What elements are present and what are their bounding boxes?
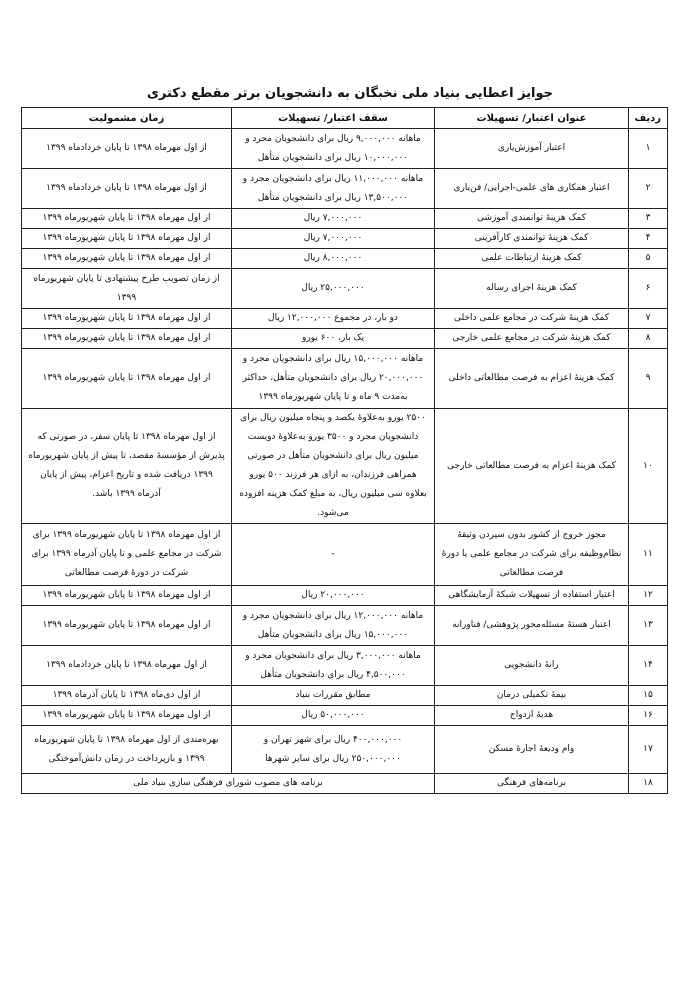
- row-title: اعتبار آموزش‌یاری: [435, 129, 629, 169]
- row-time: از اول مهرماه ۱۳۹۸ تا پایان شهریورماه ۱۳۹۹: [22, 209, 232, 229]
- row-cap: دو بار، در مجموع ۱۲,۰۰۰,۰۰۰ ریال: [232, 309, 435, 329]
- table-row: [22, 409, 668, 524]
- row-num: ۱۵: [629, 686, 668, 706]
- row-cap: ۴۰۰,۰۰۰,۰۰۰ ریال برای شهر تهران و ۲۵۰,۰۰۰,۰۰۰ ریال برای سایر شهرها: [232, 726, 435, 774]
- table-row: [22, 269, 668, 309]
- table-row: [22, 129, 668, 169]
- table-row: [22, 774, 668, 794]
- row-time: از اول مهرماه ۱۳۹۸ تا پایان سفر، در صورتی که پذیرش از مؤسسۀ مقصد، تا پیش از پایان شهریورماه ۱۳۹۹ دریافت شده و تاریخ اعزام، پیش از پایان آذرماه ۱۳۹۹ باشد.: [22, 409, 232, 524]
- header-cap: سقف اعتبار/ تسهیلات: [232, 108, 435, 129]
- row-time: از اول مهرماه ۱۳۹۸ تا پایان خردادماه ۱۳۹۹: [22, 129, 232, 169]
- row-cap: ماهانه ۳,۰۰۰,۰۰۰ ریال برای دانشجویان مجرد و ۴,۵۰۰,۰۰۰ ریال برای دانشجویان متأهل: [232, 646, 435, 686]
- table-row: [22, 686, 668, 706]
- row-cap: یک بار، ۶۰۰ یورو: [232, 329, 435, 349]
- table-row: [22, 349, 668, 409]
- row-num: ۱۴: [629, 646, 668, 686]
- table-row: [22, 209, 668, 229]
- row-title: اعتبار استفاده از تسهیلات شبکۀ آزمایشگاهی: [435, 586, 629, 606]
- row-num: ۵: [629, 249, 668, 269]
- row-cap: ماهانه ۱۵,۰۰۰,۰۰۰ ریال برای دانشجویان مجرد و ۲۰,۰۰۰,۰۰۰ ریال برای دانشجویان متأهل، حداکثر به‌مدت ۹ ماه و تا پایان شهریورماه ۱۳۹۹: [232, 349, 435, 409]
- row-num: ۹: [629, 349, 668, 409]
- header-num: ردیف: [629, 108, 668, 129]
- row-time: بهره‌مندی از اول مهرماه ۱۳۹۸ تا پایان شهریورماه ۱۳۹۹ و بازپرداخت در زمان دانش‌آموختگی: [22, 726, 232, 774]
- row-merged-cell: برنامه های مصوب شورای فرهنگی سازی بنیاد ملی: [22, 774, 435, 794]
- row-num: ۷: [629, 309, 668, 329]
- row-num: ۳: [629, 209, 668, 229]
- table-row: [22, 329, 668, 349]
- row-num: ۱۸: [629, 774, 668, 794]
- row-cap: ماهانه ۱۲,۰۰۰,۰۰۰ ریال برای دانشجویان مجرد و ۱۵,۰۰۰,۰۰۰ ریال برای دانشجویان متأهل: [232, 606, 435, 646]
- row-cap: ۲۵,۰۰۰,۰۰۰ ریال: [232, 269, 435, 309]
- row-time: از اول مهرماه ۱۳۹۸ تا پایان شهریورماه ۱۳۹۹ برای شرکت در مجامع علمی و تا پایان آذرماه ۱۳۹۹ برای شرکت در دورۀ فرصت مطالعاتی: [22, 524, 232, 586]
- row-time: از اول مهرماه ۱۳۹۸ تا پایان خردادماه ۱۳۹۹: [22, 646, 232, 686]
- row-title: رانۀ دانشجویی: [435, 646, 629, 686]
- row-time: از اول مهرماه ۱۳۹۸ تا پایان شهریورماه ۱۳۹۹: [22, 329, 232, 349]
- header-time: زمان مشمولیت: [22, 108, 232, 129]
- row-cap: ۲۵۰۰ یورو به‌علاوۀ یکصد و پنجاه میلیون ریال برای دانشجویان مجرد و ۳۵۰۰ یورو به‌علاوۀ دویست میلیون ریال برای دانشجویان متأهل در صورتی همراهی فرزندان، به ازای هر فرزند ۵۰۰ یورو بعلاوه سی میلیون ریال، به مبلغ کمک هزینه افزوده می‌شود.: [232, 409, 435, 524]
- table-row: [22, 646, 668, 686]
- table-row: [22, 726, 668, 774]
- table-row: [22, 249, 668, 269]
- row-cap: ۲۰,۰۰۰,۰۰۰ ریال: [232, 586, 435, 606]
- row-cap: ماهانه ۱۱,۰۰۰,۰۰۰ ریال برای دانشجویان مجرد و ۱۳,۵۰۰,۰۰۰ ریال برای دانشجویان متأهل: [232, 169, 435, 209]
- row-num: ۶: [629, 269, 668, 309]
- row-num: ۸: [629, 329, 668, 349]
- row-title: بیمۀ تکمیلی درمان: [435, 686, 629, 706]
- row-time: از اول دی‌ماه ۱۳۹۸ تا پایان آذرماه ۱۳۹۹: [22, 686, 232, 706]
- row-cap: ۸,۰۰۰,۰۰۰ ریال: [232, 249, 435, 269]
- row-title: کمک هزینۀ شرکت در مجامع علمی داخلی: [435, 309, 629, 329]
- row-cap: ۷,۰۰۰,۰۰۰ ریال: [232, 229, 435, 249]
- row-time: از اول مهرماه ۱۳۹۸ تا پایان شهریورماه ۱۳۹۹: [22, 249, 232, 269]
- row-title: مجوز خروج از کشور بدون سپردن وثیقۀ نظام‌وظیفه برای شرکت در مجامع علمی یا دورۀ فرصت مطالعاتی: [435, 524, 629, 586]
- row-num: ۱۶: [629, 706, 668, 726]
- row-num: ۱: [629, 129, 668, 169]
- row-num: ۲: [629, 169, 668, 209]
- row-time: از اول مهرماه ۱۳۹۸ تا پایان شهریورماه ۱۳۹۹: [22, 349, 232, 409]
- table-row: [22, 606, 668, 646]
- row-title: وام ودیعۀ اجارۀ مسکن: [435, 726, 629, 774]
- row-num: ۱۰: [629, 409, 668, 524]
- row-time: از اول مهرماه ۱۳۹۸ تا پایان شهریورماه ۱۳۹۹: [22, 606, 232, 646]
- table-row: [22, 706, 668, 726]
- table-row: [22, 309, 668, 329]
- row-num: ۱۱: [629, 524, 668, 586]
- row-num: ۱۳: [629, 606, 668, 646]
- row-time: از اول مهرماه ۱۳۹۸ تا پایان شهریورماه ۱۳۹۹: [22, 309, 232, 329]
- row-time: از اول مهرماه ۱۳۹۸ تا پایان شهریورماه ۱۳۹۹: [22, 586, 232, 606]
- row-time: از اول مهرماه ۱۳۹۸ تا پایان شهریورماه ۱۳۹۹: [22, 706, 232, 726]
- row-title: کمک هزینۀ توانمندی کارآفرینی: [435, 229, 629, 249]
- row-title: کمک هزینۀ اجرای رساله: [435, 269, 629, 309]
- row-title: هدیۀ ازدواج: [435, 706, 629, 726]
- page-title: جوایز اعطایی بنیاد ملی نخبگان به دانشجویان برتر مقطع دکتری: [146, 86, 554, 101]
- row-title: اعتبار هستۀ مسئله‌محور پژوهشی/ فناورانه: [435, 606, 629, 646]
- row-cap: ۵۰,۰۰۰,۰۰۰ ریال: [232, 706, 435, 726]
- row-title: کمک هزینۀ توانمندی آموزشی: [435, 209, 629, 229]
- row-title: کمک هزینۀ ارتباطات علمی: [435, 249, 629, 269]
- row-title: کمک هزینۀ اعزام به فرصت مطالعاتی داخلی: [435, 349, 629, 409]
- row-cap: -: [232, 524, 435, 586]
- row-time: از اول مهرماه ۱۳۹۸ تا پایان شهریورماه ۱۳۹۹: [22, 229, 232, 249]
- header-title: عنوان اعتبار/ تسهیلات: [435, 108, 629, 129]
- grants-table: [21, 107, 668, 794]
- row-title: اعتبار همکاری های علمی-اجرایی/ فن‌یاری: [435, 169, 629, 209]
- table-row: [22, 524, 668, 586]
- table-header-row: [22, 108, 668, 129]
- row-num: ۴: [629, 229, 668, 249]
- table-row: [22, 169, 668, 209]
- table-row: [22, 229, 668, 249]
- table-row: [22, 586, 668, 606]
- row-time: از زمان تصویب طرح پیشنهادی تا پایان شهریورماه ۱۳۹۹: [22, 269, 232, 309]
- row-title: برنامه‌های فرهنگی: [435, 774, 629, 794]
- row-title: کمک هزینۀ شرکت در مجامع علمی خارجی: [435, 329, 629, 349]
- row-time: از اول مهرماه ۱۳۹۸ تا پایان خردادماه ۱۳۹۹: [22, 169, 232, 209]
- row-cap: مطابق مقررات بنیاد: [232, 686, 435, 706]
- row-num: ۱۷: [629, 726, 668, 774]
- row-title: کمک هزینۀ اعزام به فرصت مطالعاتی خارجی: [435, 409, 629, 524]
- row-num: ۱۲: [629, 586, 668, 606]
- row-cap: ۷,۰۰۰,۰۰۰ ریال: [232, 209, 435, 229]
- row-cap: ماهانه ۹,۰۰۰,۰۰۰ ریال برای دانشجویان مجرد و ۱۰,۰۰۰,۰۰۰ ریال برای دانشجویان متأهل: [232, 129, 435, 169]
